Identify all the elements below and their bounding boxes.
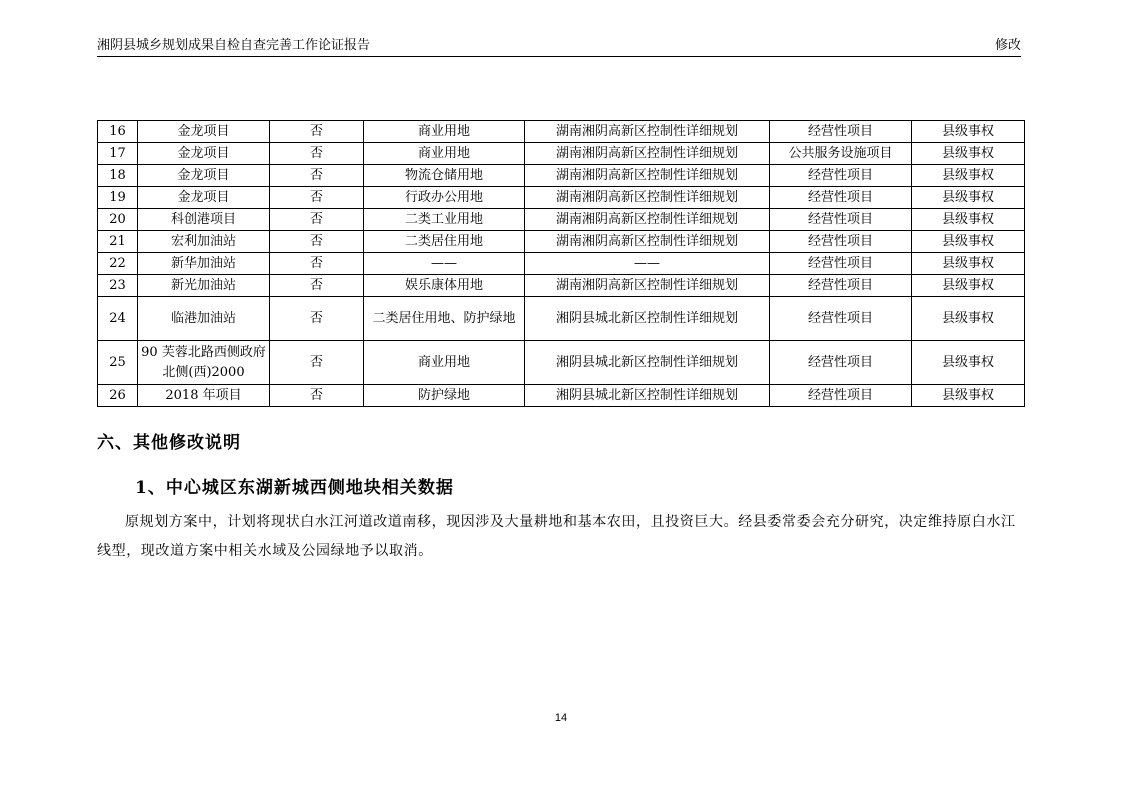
land-use: 商业用地 [364,121,525,143]
authority: 县级事权 [912,209,1025,231]
row-number: 24 [98,297,138,341]
land-use: 商业用地 [364,341,525,385]
land-use: 商业用地 [364,143,525,165]
project-name: 金龙项目 [138,143,270,165]
project-name: 2018 年项目 [138,385,270,407]
land-use: 二类工业用地 [364,209,525,231]
project-type: 公共服务设施项目 [770,143,912,165]
plan-name: 湖南湘阴高新区控制性详细规划 [525,231,770,253]
project-name: 宏利加油站 [138,231,270,253]
body-paragraph: 原规划方案中，计划将现状白水江河道改道南移，现因涉及大量耕地和基本农田，且投资巨大。经县委常委会充分研究，决定维持原白水江线型，现改道方案中相关水域及公园绿地予以取消。 [97,514,1016,559]
table-row [98,187,1025,209]
table-row [98,165,1025,187]
flag-cell: 否 [270,297,364,341]
plan-name: 湘阴县城北新区控制性详细规划 [525,297,770,341]
project-table [97,120,1025,407]
section-subheading: 1、中心城区东湖新城西侧地块相关数据 [135,478,454,498]
authority: 县级事权 [912,297,1025,341]
table-row [98,253,1025,275]
table-row [98,341,1025,385]
table-row [98,121,1025,143]
page-number: 14 [554,712,568,724]
plan-name: 湘阴县城北新区控制性详细规划 [525,385,770,407]
project-table-body [98,121,1025,407]
authority: 县级事权 [912,341,1025,385]
plan-name: —— [525,253,770,275]
row-number: 22 [98,253,138,275]
plan-name: 湖南湘阴高新区控制性详细规划 [525,121,770,143]
flag-cell: 否 [270,253,364,275]
authority: 县级事权 [912,187,1025,209]
project-name: 90 芙蓉北路西侧政府北侧(西)2000 [138,341,270,385]
project-type: 经营性项目 [770,385,912,407]
project-name: 新光加油站 [138,275,270,297]
page-header [97,38,1021,57]
flag-cell: 否 [270,209,364,231]
table-row [98,209,1025,231]
section-heading: 六、其他修改说明 [97,433,241,453]
table-row [98,297,1025,341]
land-use: 物流仓储用地 [364,165,525,187]
table-row [98,231,1025,253]
authority: 县级事权 [912,385,1025,407]
authority: 县级事权 [912,253,1025,275]
project-name: 金龙项目 [138,187,270,209]
land-use: —— [364,253,525,275]
header-tag: 修改 [994,38,1021,53]
plan-name: 湖南湘阴高新区控制性详细规划 [525,209,770,231]
project-name: 新华加油站 [138,253,270,275]
flag-cell: 否 [270,341,364,385]
flag-cell: 否 [270,165,364,187]
land-use: 行政办公用地 [364,187,525,209]
flag-cell: 否 [270,121,364,143]
row-number: 19 [98,187,138,209]
project-type: 经营性项目 [770,209,912,231]
plan-name: 湖南湘阴高新区控制性详细规划 [525,187,770,209]
authority: 县级事权 [912,143,1025,165]
flag-cell: 否 [270,231,364,253]
plan-name: 湖南湘阴高新区控制性详细规划 [525,165,770,187]
project-type: 经营性项目 [770,165,912,187]
flag-cell: 否 [270,275,364,297]
row-number: 21 [98,231,138,253]
project-type: 经营性项目 [770,231,912,253]
header-title: 湘阴县城乡规划成果自检自查完善工作论证报告 [97,38,371,53]
flag-cell: 否 [270,385,364,407]
land-use: 二类居住用地、防护绿地 [364,297,525,341]
project-name: 金龙项目 [138,121,270,143]
project-type: 经营性项目 [770,187,912,209]
project-type: 经营性项目 [770,341,912,385]
authority: 县级事权 [912,275,1025,297]
project-name: 临港加油站 [138,297,270,341]
plan-name: 湘阴县城北新区控制性详细规划 [525,341,770,385]
project-type: 经营性项目 [770,253,912,275]
row-number: 20 [98,209,138,231]
authority: 县级事权 [912,121,1025,143]
project-type: 经营性项目 [770,297,912,341]
row-number: 18 [98,165,138,187]
row-number: 16 [98,121,138,143]
land-use: 二类居住用地 [364,231,525,253]
authority: 县级事权 [912,165,1025,187]
land-use: 娱乐康体用地 [364,275,525,297]
row-number: 23 [98,275,138,297]
row-number: 25 [98,341,138,385]
project-name: 科创港项目 [138,209,270,231]
row-number: 26 [98,385,138,407]
flag-cell: 否 [270,187,364,209]
table-row [98,385,1025,407]
authority: 县级事权 [912,231,1025,253]
project-type: 经营性项目 [770,275,912,297]
project-name: 金龙项目 [138,165,270,187]
table-row [98,143,1025,165]
row-number: 17 [98,143,138,165]
plan-name: 湖南湘阴高新区控制性详细规划 [525,143,770,165]
table-row [98,275,1025,297]
land-use: 防护绿地 [364,385,525,407]
flag-cell: 否 [270,143,364,165]
plan-name: 湖南湘阴高新区控制性详细规划 [525,275,770,297]
project-type: 经营性项目 [770,121,912,143]
